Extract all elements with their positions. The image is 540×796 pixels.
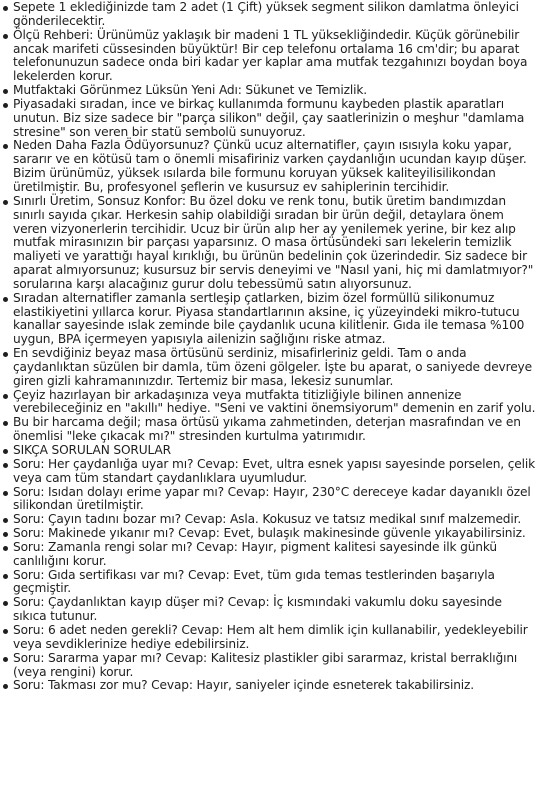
list-item	[1, 347, 536, 389]
bullet-dot-icon	[3, 352, 8, 357]
list-item	[1, 195, 536, 292]
bullet-dot-icon	[3, 34, 8, 39]
list-item	[1, 29, 536, 84]
bullet-dot-icon	[3, 491, 8, 496]
list-item-text: Bu bir harcama değil; masa örtüsü yıkama zahmetinden, deterjan masrafından ve en önemlisi "leke çıkacak mı?" stresinden kurtulma yatırımıdır.	[13, 415, 521, 444]
bullet-dot-icon	[3, 297, 8, 302]
bullet-dot-icon	[3, 449, 8, 454]
list-item-text: En sevdiğiniz beyaz masa örtüsünü serdiniz, misafirleriniz geldi. Tam o anda çaydanlıktan süzülen bir damla, tüm özeni gölgeler. İşte bu aparat, o saniyede devreye giren gizli kahramanınızdır. Tertemiz bir masa, lekesiz sunumlar.	[13, 346, 532, 388]
list-item	[1, 98, 536, 140]
list-item-text: Mutfaktaki Görünmez Lüksün Yeni Adı: Sükunet ve Temizlik.	[13, 83, 367, 98]
list-item	[1, 458, 536, 486]
list-item	[1, 569, 536, 597]
list-item-text: Sıradan alternatifler zamanla sertleşip çatlarken, bizim özel formüllü silikonumuz elastikiyetini yıllarca korur. Piyasa standartlarının aksine, iç yüzeyindeki mikro-tutucu kanallar sayesinde ıslak zeminde bile çaydanlık ucuna kilitlenir. Gıda ile temasa %100 uygun, BPA içermeyen yapısıyla ailenizin sağlığını riske atmaz.	[13, 290, 525, 347]
bullet-dot-icon	[3, 684, 8, 689]
bullet-dot-icon	[3, 144, 8, 149]
list-item-text: SIKÇA SORULAN SORULAR	[13, 443, 171, 457]
list-item	[1, 513, 536, 527]
list-item	[1, 679, 536, 693]
bullet-list	[1, 1, 536, 693]
list-item-text: Soru: Sararma yapar mı? Cevap: Kalitesiz plastikler gibi sararmaz, kristal berraklığını (veya rengini) korur.	[13, 650, 518, 679]
list-item	[1, 444, 536, 458]
list-item-text: Sınırlı Üretim, Sonsuz Konfor: Bu özel doku ve renk tonu, butik üretim bandımızdan sınırlı sayıda çıkar. Herkesin sahip olabildiği sıradan bir ürün değil, detaylara önem veren vizyonerlerin tercihidir. Ucuz bir ürün alıp her ay yenilemek yerine, bir kez alıp mutfak mirasınızın bir parçası yaparsınız. O masa örtüsündeki sarı lekelerin temizlik maliyeti ve yarattığı hayal kırıklığı, bu ürünün bedelinin çok üzerindedir. Siz sadece bir aparat almıyorsunuz; kusursuz bir servis deneyimi ve "Nasıl yani, hiç mi damlatmıyor?" sorularına karşı alacağınız gurur dolu tebessümü satın alıyorsunuz.	[13, 193, 534, 291]
list-item	[1, 652, 536, 680]
list-item	[1, 624, 536, 652]
list-item	[1, 541, 536, 569]
list-item-text: Piyasadaki sıradan, ince ve birkaç kullanımda formunu kaybeden plastik aparatları unutun. Biz size sadece bir "parça silikon" değil, çay saatlerinizin o meşhur "damlama stresine" son veren bir statü sembolü sunuyoruz.	[13, 96, 525, 139]
bullet-dot-icon	[3, 657, 8, 662]
bullet-dot-icon	[3, 89, 8, 94]
bullet-dot-icon	[3, 546, 8, 551]
list-item-text: Neden Daha Fazla Ödüyorsunuz? Çünkü ucuz alternatifler, çayın ısısıyla koku yapar, sararır ve en kötüsü tam o önemli misafiriniz varken çaydanlığın ucundan kayıp düşer. Bizim ürünümüz, yüksek ısılarda bile formunu koruyan yüksek kaliteyilisilikondan üretilmiştir. Bu, profesyonel şeflerin ve kusursuz ev sahiplerinin tercihidir.	[13, 138, 527, 194]
bullet-dot-icon	[3, 421, 8, 426]
bullet-dot-icon	[3, 200, 8, 205]
bullet-dot-icon	[3, 532, 8, 537]
list-item	[1, 1, 536, 29]
list-item	[1, 527, 536, 541]
bullet-dot-icon	[3, 629, 8, 634]
list-item-text: Soru: Her çaydanlığa uyar mı? Cevap: Evet, ultra esnek yapısı sayesinde porselen, çelik veya cam tüm standart çaydanlıklara uyumludur.	[13, 456, 535, 485]
list-item-text: Sepete 1 eklediğinizde tam 2 adet (1 Çift) yüksek segment silikon damlatma önleyici gönderilecektir.	[13, 0, 519, 28]
list-item-text: Soru: Çayın tadını bozar mı? Cevap: Asla. Kokusuz ve tatsız medikal sınıf malzemedir.	[13, 512, 522, 527]
bullet-dot-icon	[3, 463, 8, 468]
list-item-text: Soru: Takması zor mu? Cevap: Hayır, saniyeler içinde esneterek takabilirsiniz.	[13, 678, 474, 693]
list-item-text: Soru: Zamanla rengi solar mı? Cevap: Hayır, pigment kalitesi sayesinde ilk günkü canlılığını korur.	[13, 539, 497, 568]
list-item	[1, 416, 536, 444]
list-item	[1, 139, 536, 194]
list-item-text: Çeyiz hazırlayan bir arkadaşınıza veya mutfakta titizliğiyle bilinen annenize verebileceğiniz en "akıllı" hediye. "Seni ve vaktini önemsiyorum" demenin en zarif yolu.	[13, 387, 536, 416]
list-item	[1, 389, 536, 417]
bullet-dot-icon	[3, 601, 8, 606]
list-item-text: Soru: Isıdan dolayı erime yapar mı? Cevap: Hayır, 230°C dereceye kadar dayanıklı özel silikondan üretilmiştir.	[13, 484, 531, 513]
list-item	[1, 292, 536, 347]
list-item	[1, 596, 536, 624]
bullet-dot-icon	[3, 103, 8, 108]
list-item-text: Ölçü Rehberi: Ürünümüz yaklaşık bir madeni 1 TL yüksekliğindedir. Küçük görünebilir ancak marifeti cüssesinden büyüktür! Bir cep telefonu ortalama 16 cm'dir; bu aparat telefonunuzun sadece onda biri kadar yer kaplar ama mutfak tezgahınızı boydan boya lekelerden korur.	[13, 27, 528, 84]
bullet-dot-icon	[3, 394, 8, 399]
list-item	[1, 84, 536, 98]
bullet-dot-icon	[3, 6, 8, 11]
list-item-text: Soru: Çaydanlıktan kayıp düşer mi? Cevap: İç kısmındaki vakumlu doku sayesinde sıkıca tutunur.	[13, 595, 502, 624]
list-item	[1, 486, 536, 514]
bullet-dot-icon	[3, 574, 8, 579]
list-item-text: Soru: 6 adet neden gerekli? Cevap: Hem alt hem dimlik için kullanabilir, yedekleyebilir veya sevdiklerinize hediye edebilirsiniz.	[13, 622, 528, 651]
bullet-dot-icon	[3, 518, 8, 523]
list-item-text: Soru: Makinede yıkanır mı? Cevap: Evet, bulaşık makinesinde güvenle yıkayabilirsiniz.	[13, 526, 526, 541]
list-item-text: Soru: Gıda sertifikası var mı? Cevap: Evet, tüm gıda temas testlerinden başarıyla geçmiştir.	[13, 567, 495, 596]
